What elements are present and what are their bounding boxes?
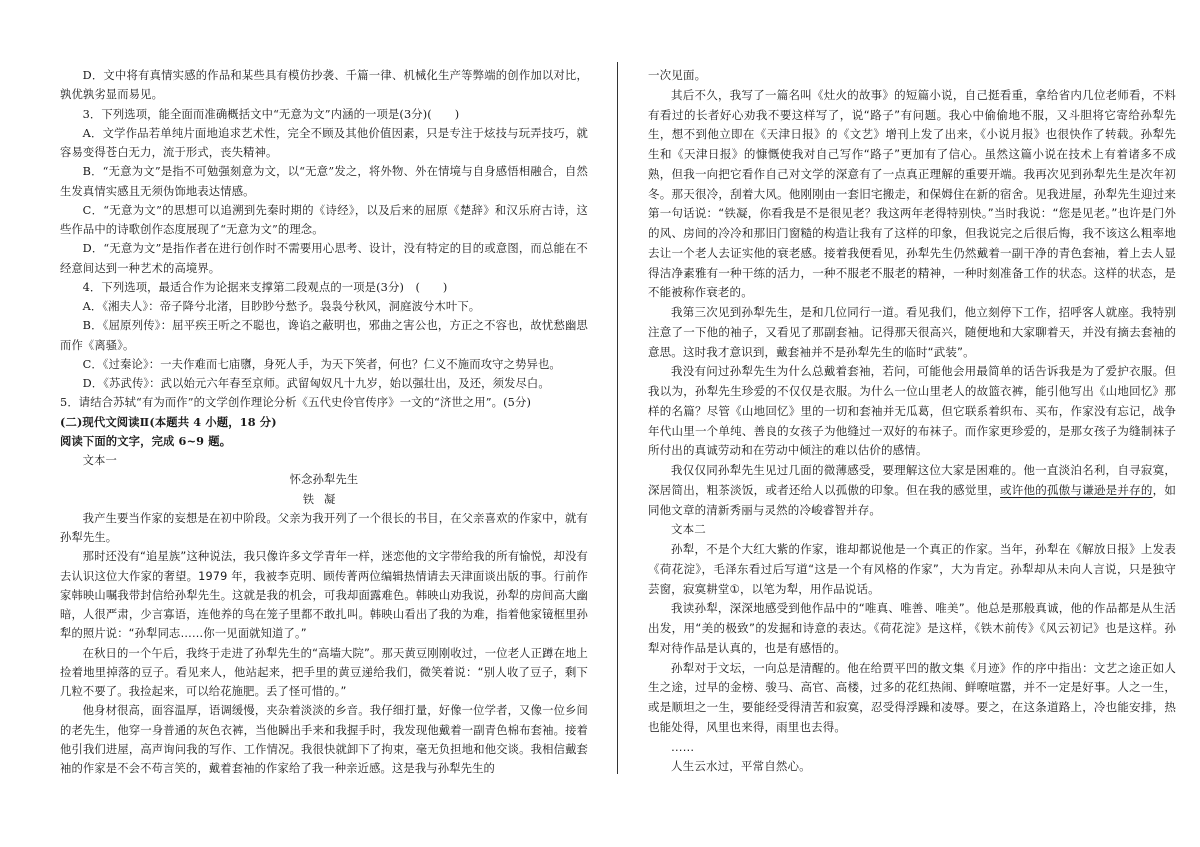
question-3-option-d: D．“无意为文”是指作者在进行创作时不需要用心思考、设计，没有特定的目的或意图，而总能在不经意间达到一种艺术的高境界。 bbox=[60, 242, 588, 275]
question-4: 4．下列选项，最适合作为论据来支撑第二段观点的一项是(3分) ( ) bbox=[82, 280, 448, 294]
passage-paragraph: 在秋日的一个午后，我终于走进了孙犁先生的“高墙大院”。那天黄豆刚刚收过，一位老人正蹲在地上捡着地里掉落的豆子。看见来人，他站起来，把手里的黄豆递给我们，微笑着说：“别人收了豆子，剩下几粒不要了。我捡起来，可以给花施肥。丢了怪可惜的。” bbox=[60, 646, 588, 698]
ellipsis: …… bbox=[671, 739, 695, 754]
passage-text: 我仅仅同孙犁先生见过几面的微薄感受，要理解这位大家是困难的。他一直淡泊名利，自寻寂寞，深居简出，粗茶淡饭，或者还给人以孤傲的印象。但在我的感觉里， bbox=[648, 463, 1176, 497]
underlined-sentence: 或许他的孤傲与谦逊是并存的 bbox=[1000, 482, 1153, 497]
left-column bbox=[60, 66, 588, 778]
question-4-option-a: A．《湘夫人》：帝子降兮北渚，目眇眇兮愁予。袅袅兮秋风，洞庭波兮木叶下。 bbox=[82, 300, 481, 313]
passage-paragraph: 我产生要当作家的妄想是在初中阶段。父亲为我开列了一个很长的书目，在父亲喜欢的作家中，就有孙犁先生。 bbox=[60, 511, 588, 544]
question-3-option-c: C．“无意为文”的思想可以追溯到先秦时期的《诗经》，以及后来的屈原《楚辞》和汉乐府古诗，这些作品中的诗歌创作态度展现了“无意为文”的理念。 bbox=[60, 203, 588, 236]
right-column bbox=[648, 66, 1176, 777]
option-d-paragraph: D．文中将有真情实感的作品和某些具有模仿抄袭、千篇一律、机械化生产等弊端的创作加以对比，孰优孰劣显而易见。 bbox=[60, 69, 588, 102]
text-two-label: 文本二 bbox=[671, 522, 706, 537]
passage-text: ，如同他文章的清新秀丽与灵然的冷峻睿智并存。 bbox=[648, 482, 1176, 517]
closing-line: 人生云水过，平常自然心。 bbox=[671, 759, 811, 774]
article-title: 怀念孙犁先生 bbox=[289, 473, 359, 487]
passage-paragraph bbox=[648, 461, 1176, 520]
column-divider bbox=[617, 62, 618, 774]
question-4-option-c: C．《过秦论》：一夫作难而七庙隳，身死人手，为天下笑者，何也？仁义不施而攻守之势异也。 bbox=[82, 357, 561, 371]
passage-paragraph: 那时还没有“追星族”这种说法，我只像许多文学青年一样，迷恋他的文字带给我的所有愉悦，却没有去认识这位大作家的奢望。1979 年，我被李克明、顾传菁两位编辑热情请去天津面谈出版的事。行前作家韩映山嘱我带封信给孙犁先生。这就是我的机会，可我却面露难色。韩映山劝我说，孙犁的房间高大幽暗，人很严肃，少言寡语，连他养的鸟在笼子里都不敢扎叫。韩映山看出了我的为难，指着他家镜框里孙犁的照片说：“孙犁同志……你一见面就知道了。” bbox=[60, 550, 588, 641]
question-5: 5．请结合苏轼“有为而作”的文学创作理论分析《五代史伶官传序》一文的“济世之用”。(5分) bbox=[60, 396, 532, 410]
question-4-option-d: D．《苏武传》：武以始元六年春至京师。武留匈奴凡十九岁，始以强壮出，及还，须发尽白。 bbox=[82, 377, 550, 390]
passage-paragraph: 我第三次见到孙犁先生，是和几位同行一道。看见我们，他立刻停下工作，招呼客人就座。我特别注意了一下他的袖子，又看见了那副套袖。记得那天很高兴，随便地和大家聊着天，并没有摘去套袖的意思。这时我才意识到，戴套袖并不是孙犁先生的临时“武装”。 bbox=[648, 305, 1176, 359]
passage-paragraph: 其后不久，我写了一篇名叫《灶火的故事》的短篇小说，自己挺看重，拿给省内几位老师看，不料有看过的长者好心劝我不要这样写了，说“路子”有问题。我心中偷偷地不服，又斗胆将它寄给孙犁先生，想不到他立即在《天津日报》的《文艺》增刊上发了出来，《小说月报》也很快作了转载。孙犁先生和《天津日报》的慷慨使我对自己写作“路子”更加有了信心。虽然这篇小说在技术上有着诸多不成熟，但我一向把它看作自己对文学的深意有了一点真正理解的重要开端。我再次见到孙犁先生是次年初冬。那天很冷，刮着大风。他刚刚由一套旧宅搬走，和保姆住在新的宿舍。见我进屋，孙犁先生迎过来第一句话说：“铁凝，你看我是不是很见老？我这两年老得特别快。”当时我说：“您是见老。”也许是门外的风、房间的冷冷和那旧门窗糙的构造让我有了这样的印象，但我说完之后很后悔，我不该这么粗率地去让一个老人去证实他的衰老感。接着我便看见，孙犁先生仍然戴着一副干净的青色套袖，着上去人显得洁净素雅有一种干练的活力，一种不服老不服老的精神，一种时刻准备工作的状态。这样的状态，是不能被称作衰老的。 bbox=[648, 87, 1176, 300]
section-heading: (二)现代文阅读Ⅱ(本题共 4 小题，18 分) bbox=[60, 414, 277, 429]
passage-continuation: 一次见面。 bbox=[648, 68, 707, 82]
reading-instruction: 阅读下面的文字，完成 6~9 题。 bbox=[60, 433, 232, 448]
question-3-option-b: B．“无意为文”是指不可勉强刻意为文，以“无意”发之，将外物、外在情境与自身感悟相融合，自然生发真情实感且无须伪饰地表达情感。 bbox=[60, 165, 588, 198]
text-one-label: 文本一 bbox=[82, 454, 117, 467]
article-author: 铁凝 bbox=[302, 492, 346, 506]
question-3-option-a: A．文学作品若单纯片面地追求艺术性，完全不顾及其他价值因素，只是专注于炫技与玩弄技巧，就容易变得苍白无力，流于形式，丧失精神。 bbox=[60, 126, 588, 159]
passage-paragraph: 他身材很高，面容温厚，语调缓慢，夹杂着淡淡的乡音。我仔细打量，好像一位学者，又像一位乡间的老先生，他穿一身普通的灰色衣裤，当他瞬出手来和我握手时，我发现他戴着一副青色棉布套袖。接着他引我们进屋，高声询问我的写作、工作情况。我很快就卸下了拘束，毫无负担地和他交谈。我相信戴套袖的作家是不会不苟言笑的，戴着套袖的作家给了我一种亲近感。这是我与孙犁先生的 bbox=[60, 704, 588, 775]
question-3: 3．下列选项，能全面而准确概括文中“无意为文”内涵的一项是(3分)( ) bbox=[82, 107, 460, 121]
passage-paragraph: 我没有问过孙犁先生为什么总戴着套袖，若问，可能他会用最简单的话告诉我是为了爱护衣服。但我以为，孙犁先生珍爱的不仅仅是衣服。为什么一位山里老人的故篮衣裤，能引他写出《山地回忆》那样的名篇？尽管《山地回忆》里的一切和套袖并无瓜葛，但它联系着织布、买布，作家没有忘记，战争年代山里一个单纯、善良的女孩子为他缝过一双好的布袜子。而作家更珍爱的，是那女孩子为缝制袜子所付出的真诚劳动和在劳动中倾注的难以估价的感情。 bbox=[648, 364, 1176, 458]
passage-paragraph: 孙犁，不是个大红大紫的作家，谁却都说他是一个真正的作家。当年，孙犁在《解放日报》上发表《荷花淀》，毛泽东看过后写道“这是一个有风格的作家”，大为肯定。孙犁却从未向人言说，只是独守芸窗，寂寞耕堂①，以笔为犁，用作品说话。 bbox=[648, 542, 1176, 596]
passage-paragraph: 我读孙犁，深深地感受到他作品中的“唯真、唯善、唯美”。他总是那般真诚，他的作品都是从生活出发，用“美的极致”的发掘和诗意的表达。《荷花淀》是这样，《铁木前传》《风云初记》也是这样。孙犁对待作品是认真的，也是有感悟的。 bbox=[648, 601, 1176, 655]
question-4-option-b: B．《屈原列传》：屈平疾王听之不聪也，谗谄之蔽明也，邪曲之害公也，方正之不容也，故忧愁幽思而作《离骚》。 bbox=[60, 319, 588, 352]
passage-paragraph: 孙犁对于文坛，一向总是清醒的。他在给贾平凹的散文集《月迹》作的序中指出：文艺之途正如人生之途，过早的金榜、骏马、高官、高楼，过多的花红热闹、鲜嘹喧嚣，并不一定是好事。人之一生，或是顺坦之一生，要能经受得清苦和寂寞，忍受得浮躁和凌辱。要之，在这条道路上，冷也能安排，热也能处得，风里也来得，雨里也去得。 bbox=[648, 660, 1176, 734]
